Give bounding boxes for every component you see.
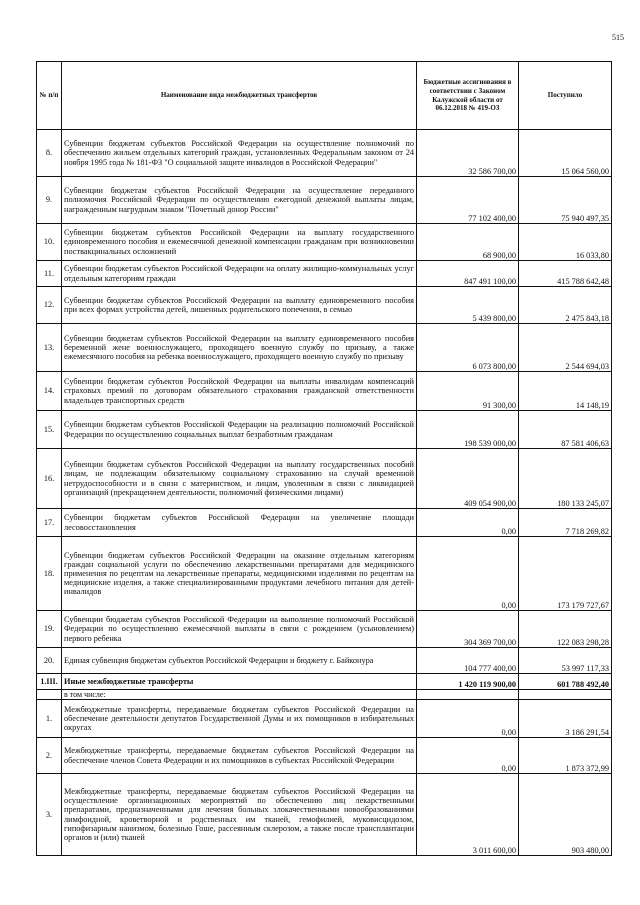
- row-law-amount: 0,00: [417, 509, 519, 537]
- row-name: Межбюджетные трансферты, передаваемые бюджетам субъектов Российской Федерации на обеспечение деятельности депутатов Государственной Думы и их помощников в избирательных округах: [62, 700, 417, 738]
- total-name: Иные межбюджетные трансферты: [62, 674, 417, 690]
- row-name: Субвенции бюджетам субъектов Российской Федерации на выплаты инвалидам компенсаций страховых премий по договорам обязательного страхования гражданской ответственности владельцев транспортных средств: [62, 372, 417, 411]
- row-law-amount: 32 586 700,00: [417, 130, 519, 177]
- row-received-amount: 53 997 117,33: [519, 648, 612, 674]
- row-num: 10.: [37, 224, 62, 261]
- table-row: [37, 774, 612, 856]
- row-num: 14.: [37, 372, 62, 411]
- row-law-amount: 0,00: [417, 738, 519, 774]
- total-row: [37, 674, 612, 690]
- table-row: [37, 411, 612, 449]
- row-num: 15.: [37, 411, 62, 449]
- row-received-amount: 3 186 291,54: [519, 700, 612, 738]
- row-num: 17.: [37, 509, 62, 537]
- row-law-amount: 409 054 900,00: [417, 449, 519, 509]
- row-name: Единая субвенция бюджетам субъектов Российской Федерации и бюджету г. Байконура: [62, 648, 417, 674]
- table-row: [37, 261, 612, 287]
- row-num: 12.: [37, 287, 62, 324]
- table-row: [37, 700, 612, 738]
- header-received: Поступило: [519, 62, 612, 130]
- row-law-amount: 77 102 400,00: [417, 177, 519, 224]
- page-number: 515: [612, 33, 624, 42]
- total-law-amount: 1 420 119 900,00: [417, 674, 519, 690]
- table-row: [37, 611, 612, 648]
- row-law-amount: 5 439 800,00: [417, 287, 519, 324]
- table-header-row: [37, 62, 612, 130]
- including-label: в том числе:: [62, 690, 417, 700]
- row-received-amount: 15 064 560,00: [519, 130, 612, 177]
- row-name: Субвенции бюджетам субъектов Российской Федерации на выплату единовременного пособия при всех формах устройства детей, лишенных родительского попечения, в семью: [62, 287, 417, 324]
- header-num: № п/п: [37, 62, 62, 130]
- row-received-amount: 75 940 497,35: [519, 177, 612, 224]
- row-received-amount: 903 480,00: [519, 774, 612, 856]
- total-num: 1.III.: [37, 674, 62, 690]
- row-received-amount: 173 179 727,67: [519, 537, 612, 611]
- row-law-amount: 198 539 000,00: [417, 411, 519, 449]
- row-num: 16.: [37, 449, 62, 509]
- row-received-amount: 180 133 245,07: [519, 449, 612, 509]
- row-received-amount: 2 544 694,03: [519, 324, 612, 372]
- row-received-amount: 14 148,19: [519, 372, 612, 411]
- row-law-amount: 6 073 800,00: [417, 324, 519, 372]
- table-row: [37, 130, 612, 177]
- row-name: Межбюджетные трансферты, передаваемые бюджетам субъектов Российской Федерации на обеспечение членов Совета Федерации и их помощников в субъектах Российской Федерации: [62, 738, 417, 774]
- row-received-amount: 7 718 269,82: [519, 509, 612, 537]
- row-num: 20.: [37, 648, 62, 674]
- row-name: Субвенции бюджетам субъектов Российской Федерации на выплату государственного единовременного пособия и ежемесячной денежной компенсации гражданам при возникновении поствакцинальных осложнений: [62, 224, 417, 261]
- table-row: [37, 287, 612, 324]
- row-law-amount: 3 011 600,00: [417, 774, 519, 856]
- row-num: 18.: [37, 537, 62, 611]
- row-name: Субвенции бюджетам субъектов Российской Федерации на осуществление переданного полномочия Российской Федерации по осуществлению ежегодной денежной выплаты лицам, награжденным нагрудным знаком "Почетный донор России": [62, 177, 417, 224]
- table-row: [37, 324, 612, 372]
- row-name: Субвенции бюджетам субъектов Российской Федерации на оплату жилищно-коммунальных услуг отдельным категориям граждан: [62, 261, 417, 287]
- row-name: Субвенции бюджетам субъектов Российской Федерации на увеличение площади лесовосстановления: [62, 509, 417, 537]
- row-law-amount: 104 777 400,00: [417, 648, 519, 674]
- table-row: [37, 224, 612, 261]
- row-law-amount: 0,00: [417, 700, 519, 738]
- row-num: 9.: [37, 177, 62, 224]
- row-name: Субвенции бюджетам субъектов Российской Федерации на реализацию полномочий Российской Федерации по осуществлению социальных выплат безработным гражданам: [62, 411, 417, 449]
- row-name: Субвенции бюджетам субъектов Российской Федерации на выполнение полномочий Российской Федерации по осуществлению ежемесячной выплаты в связи с рождением (усыновлением) первого ребенка: [62, 611, 417, 648]
- table-row: [37, 537, 612, 611]
- row-name: Субвенции бюджетам субъектов Российской Федерации на осуществление полномочий по обеспечению жильем отдельных категорий граждан, установленных Федеральным законом от 24 ноября 1995 года № 181-ФЗ "О социальной защите инвалидов в Российской Федерации": [62, 130, 417, 177]
- header-law: Бюджетные ассигнования в соответствии с Законом Калужской области от 06.12.2018 № 419-ОЗ: [417, 62, 519, 130]
- table-row: [37, 372, 612, 411]
- row-num: 11.: [37, 261, 62, 287]
- table-row: [37, 449, 612, 509]
- row-name: Субвенции бюджетам субъектов Российской Федерации на выплату государственных пособий лицам, не подлежащим обязательному социальному страхованию на случай временной нетрудоспособности и в связи с материнством, и лицам, уволенным в связи с ликвидацией организаций (прекращением деятельности, полномочий физическими лицами): [62, 449, 417, 509]
- row-num: 8.: [37, 130, 62, 177]
- total-received-amount: 601 788 492,40: [519, 674, 612, 690]
- table-row: [37, 509, 612, 537]
- table-row: [37, 177, 612, 224]
- row-name: Межбюджетные трансферты, передаваемые бюджетам субъектов Российской Федерации на осуществление организационных мероприятий по обеспечению лиц лекарственными препаратами, предназначенными для лечения больных злокачественными новообразованиями лимфоидной, кроветворной и родственных им тканей, гемофилией, муковисцидозом, гипофизарным нанизмом, болезнью Гоше, рассеянным склерозом, а также после трансплантации органов и (или) тканей: [62, 774, 417, 856]
- including-row: [37, 690, 612, 700]
- row-num: 1.: [37, 700, 62, 738]
- row-received-amount: 122 083 298,28: [519, 611, 612, 648]
- row-name: Субвенции бюджетам субъектов Российской Федерации на оказание отдельным категориям граждан социальной услуги по обеспечению лекарственными препаратами для медицинского применения по рецептам на лекарственные препараты, медицинскими изделиями по рецептам на медицинские изделия, а также специализированными продуктами лечебного питания для детей-инвалидов: [62, 537, 417, 611]
- row-num: 13.: [37, 324, 62, 372]
- row-received-amount: 1 873 372,99: [519, 738, 612, 774]
- row-num: 2.: [37, 738, 62, 774]
- row-law-amount: 0,00: [417, 537, 519, 611]
- row-law-amount: 304 369 700,00: [417, 611, 519, 648]
- row-law-amount: 91 300,00: [417, 372, 519, 411]
- row-num: 19.: [37, 611, 62, 648]
- row-law-amount: 68 900,00: [417, 224, 519, 261]
- row-received-amount: 415 788 642,48: [519, 261, 612, 287]
- transfers-table: [36, 61, 612, 856]
- row-received-amount: 16 033,80: [519, 224, 612, 261]
- row-received-amount: 2 475 843,18: [519, 287, 612, 324]
- row-received-amount: 87 581 406,63: [519, 411, 612, 449]
- table-row: [37, 648, 612, 674]
- row-law-amount: 847 491 100,00: [417, 261, 519, 287]
- row-name: Субвенции бюджетам субъектов Российской Федерации на выплату единовременного пособия беременной жене военнослужащего, проходящего военную службу по призыву, а также ежемесячного пособия на ребенка военнослужащего, проходящего военную службу по призыву: [62, 324, 417, 372]
- header-name: Наименование вида межбюджетных трансфертов: [62, 62, 417, 130]
- row-num: 3.: [37, 774, 62, 856]
- table-row: [37, 738, 612, 774]
